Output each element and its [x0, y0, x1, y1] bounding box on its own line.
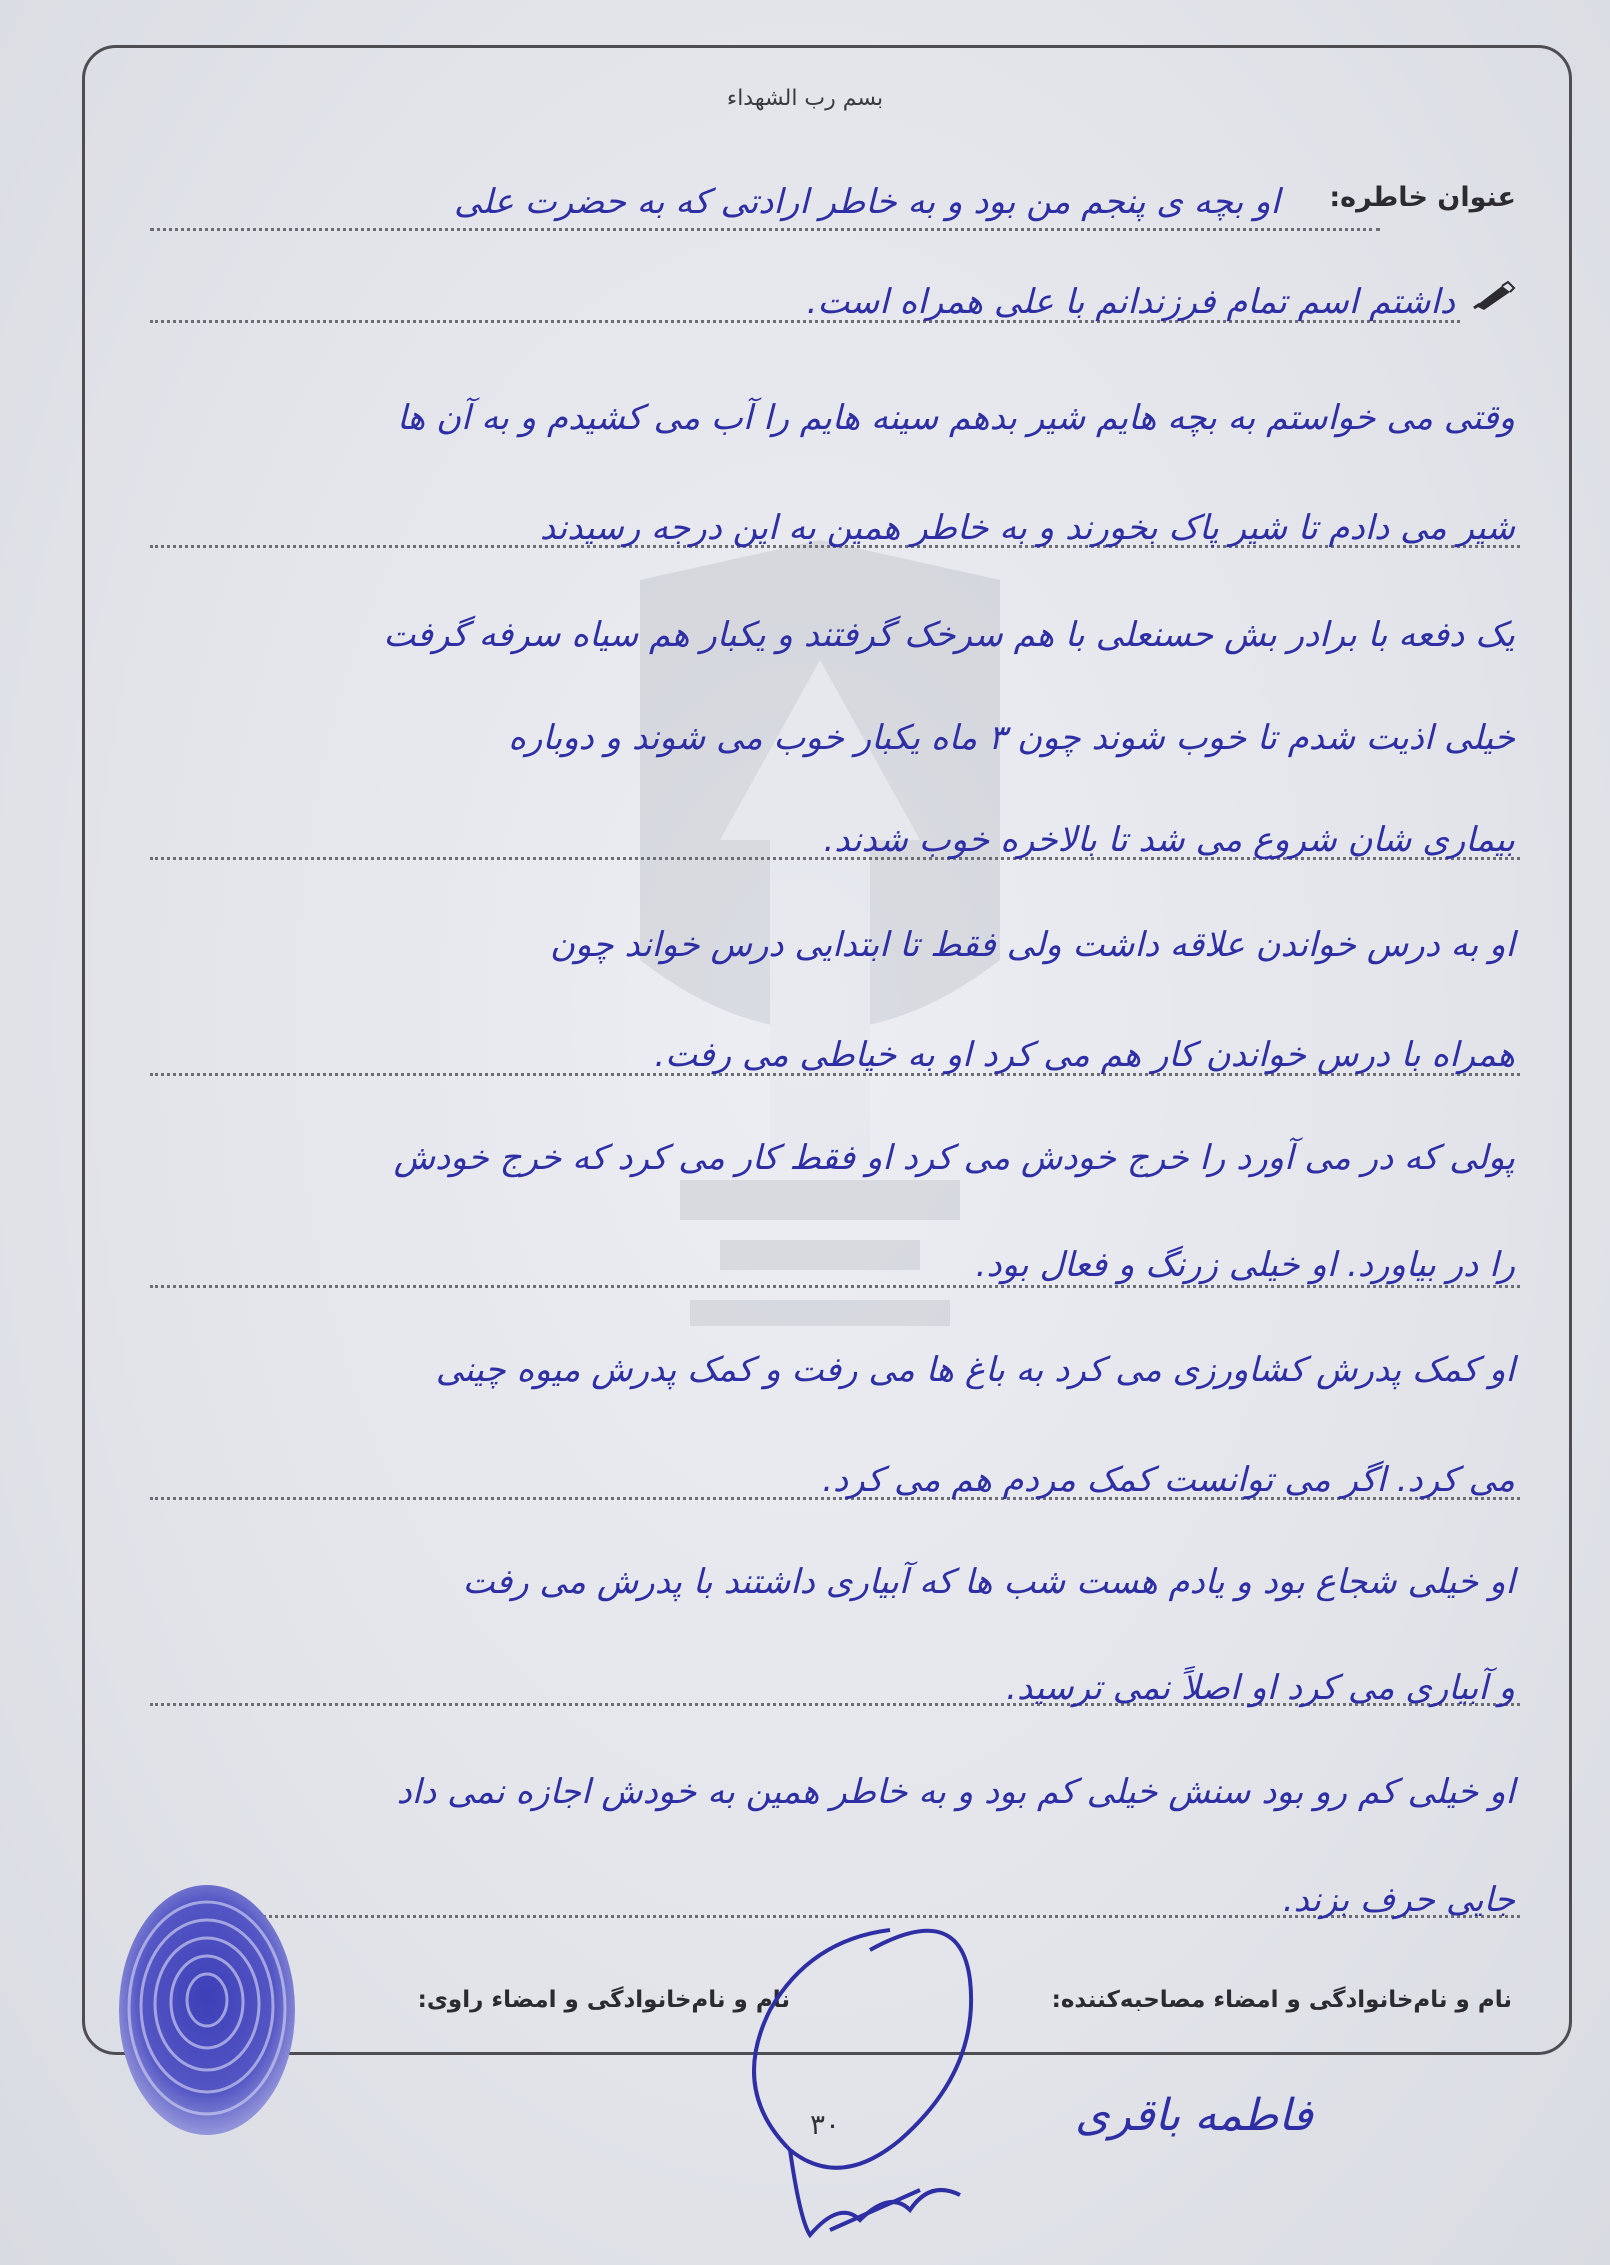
handwritten-line: خیلی اذیت شدم تا خوب شوند چون ۳ ماه یکبار خوب می شوند و دوباره [508, 718, 1515, 758]
handwritten-line: او کمک پدرش کشاورزی می کرد به باغ ها می رفت و کمک پدرش میوه چینی [435, 1350, 1515, 1390]
ruled-line [150, 1285, 1520, 1288]
handwritten-line: او بچه ی پنجم من بود و به خاطر ارادتی که به حضرت علی [454, 182, 1280, 222]
fingerprint-icon [112, 1880, 302, 2150]
ruled-line [150, 228, 1380, 231]
handwritten-line: می کرد. اگر می توانست کمک مردم هم می کرد. [822, 1460, 1515, 1500]
handwritten-line: داشتم اسم تمام فرزندانم با علی همراه است. [806, 282, 1455, 322]
interviewer-signature-label: نام و نام‌خانوادگی و امضاء مصاحبه‌کننده: [1051, 1987, 1512, 2013]
handwritten-line: همراه با درس خواندن کار هم می کرد او به خیاطی می رفت. [654, 1035, 1515, 1075]
handwritten-line: جایی حرف بزند. [1282, 1880, 1515, 1920]
basmala-heading: بسم رب الشهداء [726, 86, 884, 111]
memory-title-label: عنوان خاطره: [1329, 182, 1516, 213]
handwritten-line: یک دفعه با برادر بش حسنعلی با هم سرخک گرفتند و یکبار هم سیاه سرفه گرفت [383, 615, 1515, 655]
handwritten-signature-name: فاطمه باقری [1075, 2090, 1313, 2141]
handwritten-line: او به درس خواندن علاقه داشت ولی فقط تا ابتدایی درس خواند چون [549, 925, 1515, 965]
handwritten-line: بیماری شان شروع می شد تا بالاخره خوب شدند. [823, 820, 1515, 860]
signature-scrawl [660, 1890, 1080, 2260]
writing-pen-icon [1472, 280, 1516, 310]
page-number: ۳۰ [810, 2108, 841, 2141]
handwritten-line: و آبیاری می کرد او اصلاً نمی ترسید. [1006, 1668, 1515, 1708]
narrator-signature-label: نام و نام‌خانوادگی و امضاء راوی: [417, 1987, 790, 2013]
handwritten-line: او خیلی شجاع بود و یادم هست شب ها که آبیاری داشتند با پدرش می رفت [462, 1562, 1515, 1602]
handwritten-line: را در بیاورد. او خیلی زرنگ و فعال بود. [975, 1245, 1515, 1285]
handwritten-line: پولی که در می آورد را خرج خودش می کرد او فقط کار می کرد که خرج خودش [393, 1138, 1515, 1178]
handwritten-line: او خیلی کم رو بود سنش خیلی کم بود و به خاطر همین به خودش اجازه نمی داد [396, 1772, 1515, 1812]
handwritten-line: وقتی می خواستم به بچه هایم شیر بدهم سینه هایم را آب می کشیدم و به آن ها [396, 398, 1515, 438]
handwritten-line: شیر می دادم تا شیر پاک بخورند و به خاطر همین به این درجه رسیدند [539, 508, 1515, 548]
